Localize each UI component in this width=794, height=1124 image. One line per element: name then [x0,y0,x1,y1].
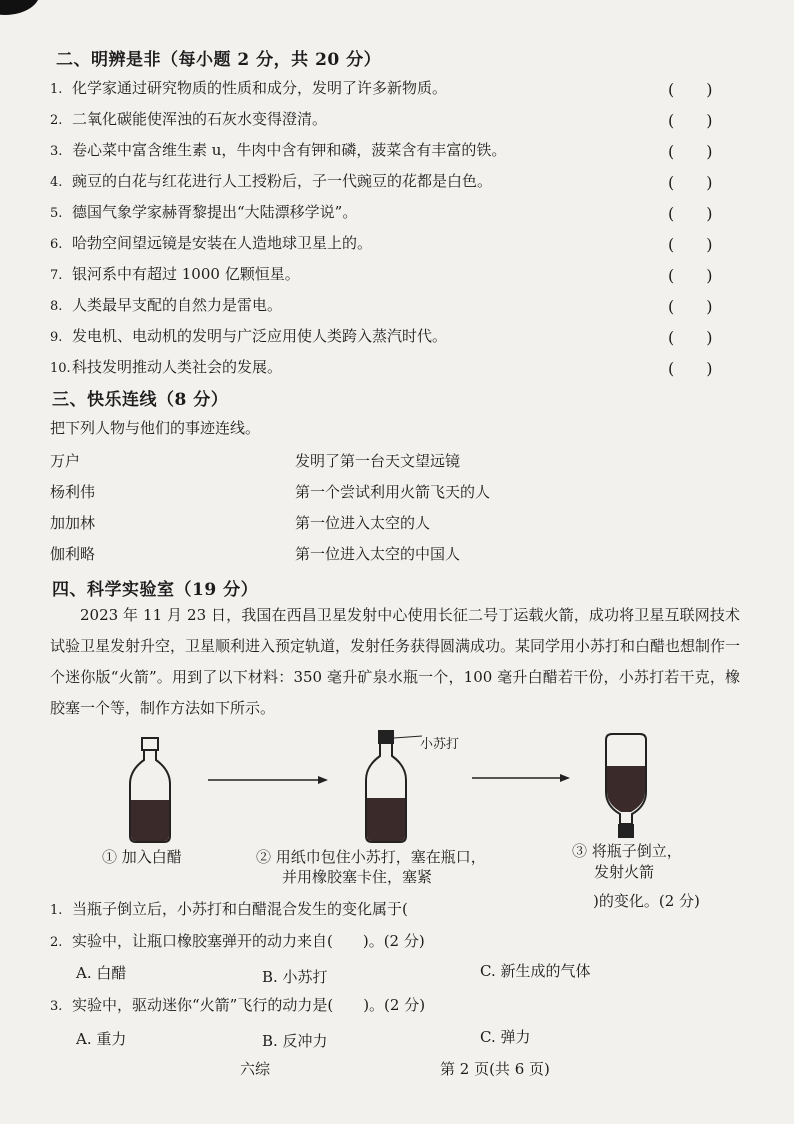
deed-3: 第一位进入太空的人 [295,514,431,532]
answer-parentheses[interactable]: ( ) [668,80,713,99]
section3-title: 三、快乐连线（8 分） [52,390,229,410]
step1-caption: ① 加入白醋 [102,848,182,866]
item-number: 7. [50,268,63,283]
item-number: 4. [50,175,63,190]
answer-parentheses[interactable]: ( ) [668,328,713,347]
answer-parentheses[interactable]: ( ) [668,142,713,161]
question-2: 2. 实验中，让瓶口橡胶塞弹开的动力来自( )。(2 分) [50,932,425,950]
true-false-item [50,356,282,377]
item-number: 2. [50,113,63,128]
true-false-item [50,263,300,284]
step2-caption-line1: ② 用纸巾包住小苏打，塞在瓶口， [256,848,486,866]
question-3: 3. 实验中，驱动迷你“火箭”飞行的动力是( )。(2 分) [50,996,426,1014]
answer-parentheses[interactable]: ( ) [668,204,713,223]
bottle-step1-icon [130,738,170,842]
question-3-option-b: B. 反冲力 [262,1032,328,1050]
scan-corner-shadow [0,0,40,15]
section2-title: 二、明辨是非（每小题 2 分，共 20 分） [56,50,382,70]
person-4: 伽利略 [50,545,96,563]
question-1: 1. 当瓶子倒立后，小苏打和白醋混合发生的变化属于( [50,900,408,918]
item-number: 6. [50,237,63,252]
true-false-item [50,201,357,222]
item-text: 科技发明推动人类社会的发展。 [72,358,283,376]
true-false-item [50,325,447,346]
deed-1: 发明了第一台天文望远镜 [295,452,461,470]
item-text: 二氧化碳能使浑浊的石灰水变得澄清。 [72,110,328,128]
step3-caption-line1: ③ 将瓶子倒立， [572,842,682,860]
person-1: 万户 [50,452,81,470]
person-3: 加加林 [50,514,96,532]
item-number: 9. [50,330,63,345]
question-3-option-a: A. 重力 [76,1030,127,1048]
footer-subject: 六综 [240,1060,271,1078]
item-number: 5. [50,206,63,221]
question-3-option-c: C. 弹力 [480,1028,531,1046]
bottle-step2-icon [366,730,422,842]
item-number: 10. [50,361,71,376]
true-false-item [50,77,447,98]
deed-4: 第一位进入太空的中国人 [295,545,461,563]
item-number: 8. [50,299,63,314]
question-1-tail: )的变化。(2 分) [593,892,700,910]
answer-parentheses[interactable]: ( ) [668,359,713,378]
true-false-item [50,170,492,191]
item-text: 卷心菜中富含维生素 u，牛肉中含有钾和磷，菠菜含有丰富的铁。 [72,141,507,159]
answer-parentheses[interactable]: ( ) [668,173,713,192]
section4-paragraph: 2023 年 11 月 23 日，我国在西昌卫星发射中心使用长征二号丁运载火箭，成功将卫星互联网技术试验卫星发射升空，卫星顺利进入预定轨道，发射任务获得圆满成功。某同学用小苏打和白醋也想制作一个迷你版“火箭”。用到了以下材料：350 毫升矿泉水瓶一个，100 毫升白醋若干份，小苏打若干克，橡胶塞一个等，制作方法如下所示。 [50,606,741,717]
step3-caption-line2: 发射火箭 [594,863,655,881]
item-text: 德国气象学家赫胥黎提出“大陆漂移学说”。 [72,203,358,221]
question-2-option-a: A. 白醋 [76,964,127,982]
item-text: 化学家通过研究物质的性质和成分，发明了许多新物质。 [72,79,448,97]
item-text: 哈勃空间望远镜是安装在人造地球卫星上的。 [72,234,373,252]
question-2-option-b: B. 小苏打 [262,968,328,986]
section4-title: 四、科学实验室（19 分） [52,580,259,600]
true-false-item [50,139,506,160]
question-2-option-c: C. 新生成的气体 [480,962,591,980]
item-number: 3. [50,144,63,159]
true-false-item [50,108,327,129]
step2-caption-line2: 并用橡胶塞卡住，塞紧 [282,868,433,886]
bottle-step3-inverted-icon [606,734,646,838]
item-text: 发电机、电动机的发明与广泛应用使人类跨入蒸汽时代。 [72,327,448,345]
item-text: 豌豆的白花与红花进行人工授粉后，子一代豌豆的花都是白色。 [72,172,493,190]
footer-page-number: 第 2 页(共 6 页) [440,1060,550,1078]
true-false-item [50,294,282,315]
person-2: 杨利伟 [50,483,96,501]
true-false-item [50,232,372,253]
baking-soda-label: 小苏打 [420,737,460,752]
answer-parentheses[interactable]: ( ) [668,235,713,254]
item-text: 人类最早支配的自然力是雷电。 [72,296,283,314]
answer-parentheses[interactable]: ( ) [668,297,713,316]
deed-2: 第一个尝试利用火箭飞天的人 [295,483,491,501]
answer-parentheses[interactable]: ( ) [668,266,713,285]
answer-parentheses[interactable]: ( ) [668,111,713,130]
item-text: 银河系中有超过 1000 亿颗恒星。 [72,265,300,283]
item-number: 1. [50,82,63,97]
section3-instruction: 把下列人物与他们的事迹连线。 [50,419,261,437]
